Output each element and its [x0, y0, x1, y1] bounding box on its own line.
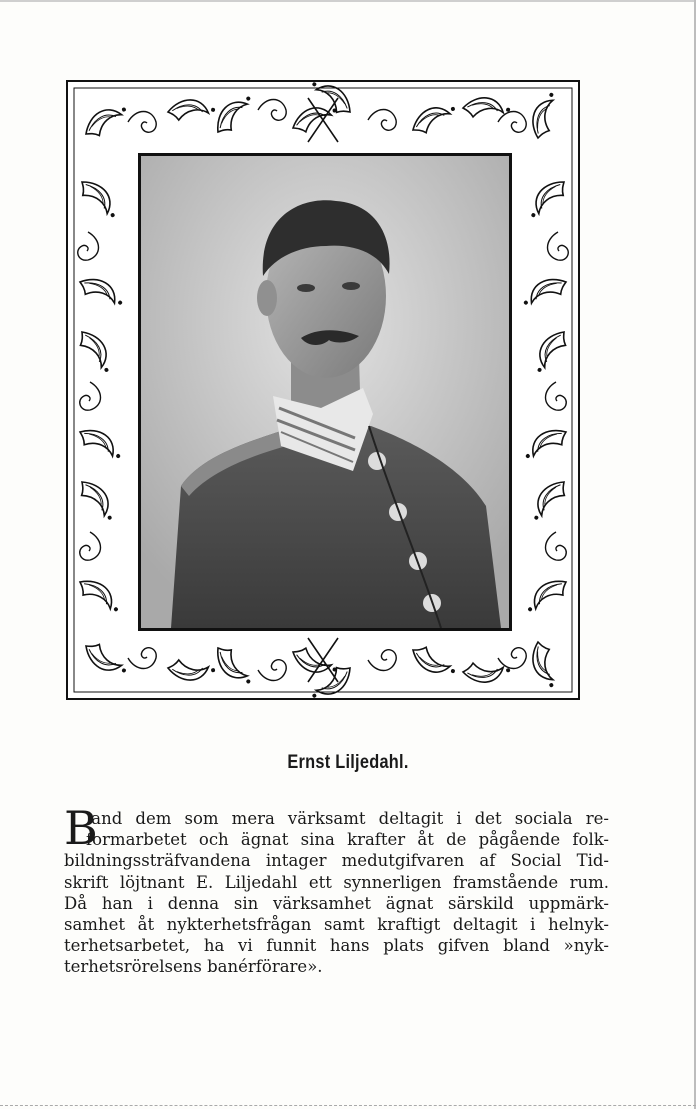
- text-line-4: skrift löjtnant E. Liljedahl ett synnerligen framstående rum.: [64, 872, 609, 892]
- portrait-caption: Ernst Liljedahl.: [287, 752, 409, 773]
- portrait-photograph: [138, 153, 512, 631]
- text-line-3: bildningssträfvandena intager medutgifvaren af Social Tid-: [64, 851, 609, 871]
- text-line-1: land dem som mera värksamt deltagit i det sociala re-: [86, 809, 609, 828]
- text-line-8: terhetsrörelsens banérförare».: [64, 957, 323, 977]
- portrait-image: [141, 156, 509, 628]
- text-line-2: formarbetet och ägnat sina krafter åt de pågående folk-: [86, 830, 609, 850]
- ornamental-portrait-frame: [66, 80, 580, 700]
- text-line-6: samhet åt nykterhetsfrågan samt kraftigt deltagit i helnyk-: [64, 915, 609, 935]
- drop-cap: B: [64, 801, 98, 855]
- page-edge-bottom: [0, 1105, 696, 1107]
- page-edge-top: [0, 0, 696, 2]
- article-body: [64, 801, 609, 978]
- text-line-7: terhetsarbetet, ha vi funnit hans plats gifven bland »nyk-: [64, 936, 609, 956]
- text-line-5: Då han i denna sin värksamhet ägnat särskild uppmärk-: [64, 893, 609, 913]
